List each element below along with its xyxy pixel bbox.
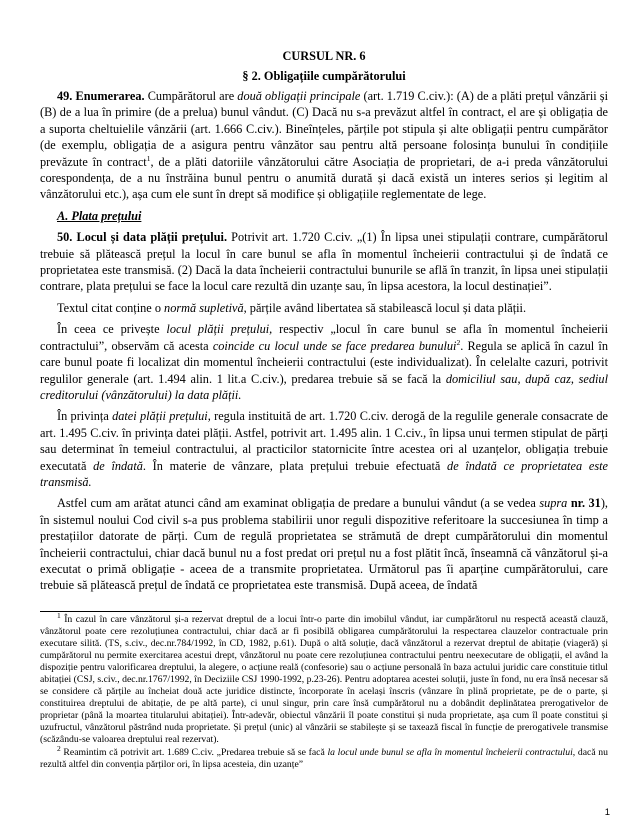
paragraph-50-label: 50. Locul și data plății prețului. (57, 230, 228, 245)
paragraph-locul-platii: În ceea ce privește locul plății prețului, respectiv „locul în care bunul se afla în momentul încheierii contractului”, observăm că acesta coincide cu locul unde se face predarea bunului$^2$. Regula se aplică în cazul în care bunul poate fi localizat din momentul încheierii contractului (este individualizat). În celelalte cazuri, potrivit regulilor generale (art. 1.494 alin. 1 lit.a C.civ.), predarea trebuie să se facă la domiciliul sau, după caz, sediul creditorului (vânzătorului) la data plății. (40, 322, 608, 402)
footnote-2-number: 2 (57, 743, 61, 753)
course-title: CURSUL NR. 6 (282, 49, 366, 63)
paragraph-50: 50. Locul și data plății prețului. Potrivit art. 1.720 C.civ. „(1) În lipsa unei stipulații contrare, cumpărătorul trebuie să plătească prețul la locul în care bunul se afla în momentul încheierii contractului și de îndată ce proprietatea este transmisă. (2) Dacă la data încheierii contractului bunurile se află în tranzit, în lipsa unei stipulații contrare, plata prețului se face la locul care rezultă din uzanțe sau, în lipsa acestora, la locul destinației”. (40, 230, 608, 294)
section-a-heading: A. Plata prețului (57, 208, 142, 223)
footnote-ref-1[interactable]: 1 (146, 153, 151, 163)
footnote-2: $^2$ Reamintim că potrivit art. 1.689 C.civ. „Predarea trebuie să se facă la locul unde bunul se afla în momentul încheierii contractului, dacă nu rezultă altfel din convenția părților ori, în lipsa acesteia, din uzanțe” (40, 743, 608, 770)
footnotes (40, 610, 608, 771)
paragraph-text-citat: Textul citat conține o normă supletivă, părțile având libertatea să stabilească locul și data plății. (57, 300, 527, 315)
section-subtitle: § 2. Obligațiile cumpărătorului (242, 69, 406, 83)
paragraph-49: 49. Enumerarea. Cumpărătorul are două obligații principale (art. 1.719 C.civ.): (A) de a plăti prețul vânzării și (B) de a lua în primire (de a prelua) bunul vândut. (C) Dacă nu s-a prevăzut altfel în contract, el are și obligația de a suporta cheltuielile vânzării (art. 1.666 C.civ.). Bineînțeles, părțile pot stipula și alte obligații pentru cumpărător (de exemplu, obligația de a asigura pentru vânzător sau pentru altă persoane folosința bunului în condițiile prevăzute în contract$^1$, de a plăti datoriile vânzătorului către Asociația de proprietari, de a-i preda vânzătorului corespondența, de a nu înstrăina bunul pentru o anumită durată și dacă există un interes serios și legitim al vânzătorului etc.), așa cum ele sunt în drept să modifice și obligațiile reglementate de lege. (40, 89, 608, 202)
paragraph-49-label: 49. Enumerarea. (57, 89, 145, 103)
footnote-1: $^1$ În cazul în care vânzătorul și-a rezervat dreptul de a locui într-o parte din imobilul vândut, iar cumpărătorul nu respectă această clauză, vânzătorul poate cere rezoluțiunea contractului, chiar dacă ar fi posibilă obligarea cumpărătorului la respectarea clauzelor contractuale prin executare silită. (TS, s.civ., dec.nr.784/1992, în CD, 1982, p.61). După o altă soluție, dacă vânzătorul a rezervat dreptul de abitație (viageră) și cumpărătorul nu permite exercitarea acestui drept, vânzătorul nu poate cere rezoluțiunea contractului pentru neexecutare de obligații, el având la dispoziție pentru valorificarea dreptului, la alegere, o acțiune reală (confesorie) sau o acțiune personală în baza actului juridic care constituie titlul abitației (CSJ, s.civ., dec.nr.1767/1992, în Deciziile CSJ 1990-1992, p.23-26). Pentru adoptarea acestei soluții, juste în fond, nu era însă necesar să se considere că părțile au încheiat două acte juridice distincte, încorporate în același înscris (vânzare în plină proprietate, pe de o parte, și constituirea dreptului de abitație, de pe altă parte), ci unul singur, prin care însă cumpărătorul nu a dobândit deplinătatea prerogativelor de proprietar (până la moartea titularului abitației). Într-adevăr, obiectul vânzării îl poate constitui și nuda proprietate, așa cum îl poate constitui și uzufructul, vânzătorul păstrând nuda proprietate. Și prețul (unic) al vânzării se stabilește și se taxează fiscal în funcție de prerogativele transmise (scăzându-se valoarea dreptului real rezervat). (40, 610, 608, 746)
paragraph-astfel: Astfel cum am arătat atunci când am examinat obligația de predare a bunului vândut (a se vedea supra nr. 31), în sistemul noului Cod civil s-a pus problema stabilirii unor reguli dispozitive referitoare la succesiunea în timp a prestațiilor datorate de părți. Cum de regulă proprietatea se strămută de drept cumpărătorului din momentul încheierii contractului, chiar dacă bunul nu a fost predat ori prețul nu a fost plătit încă, înseamnă că vânzătorul și-a executat o primă obligație - aceea de a transmite proprietatea. Următorul pas îi aparține cumpărătorului, care trebuie să plătească prețul de îndată ce proprietatea este transmisă. După aceea, de îndată (40, 496, 608, 593)
footnote-separator (40, 611, 202, 612)
footnote-1-number: 1 (57, 610, 61, 620)
page-body (40, 48, 608, 599)
paragraph-data-platii: În privința datei plății prețului, regula instituită de art. 1.720 C.civ. derogă de la regulile generale consacrate de art. 1.495 C.civ. în privința datei plății. Astfel, potrivit art. 1.495 alin. 1 C.civ., în lipsa unui termen stipulat de părți sau determinat în temeiul contractului, al practicilor statornicite între acestea ori al uzanțelor, obligația trebuie executată de îndată. În materie de vânzare, plata prețului trebuie efectuată de îndată ce proprietatea este transmisă. (40, 409, 608, 489)
footnote-ref-2[interactable]: 2 (456, 337, 461, 347)
page-number: 1 (604, 807, 610, 818)
